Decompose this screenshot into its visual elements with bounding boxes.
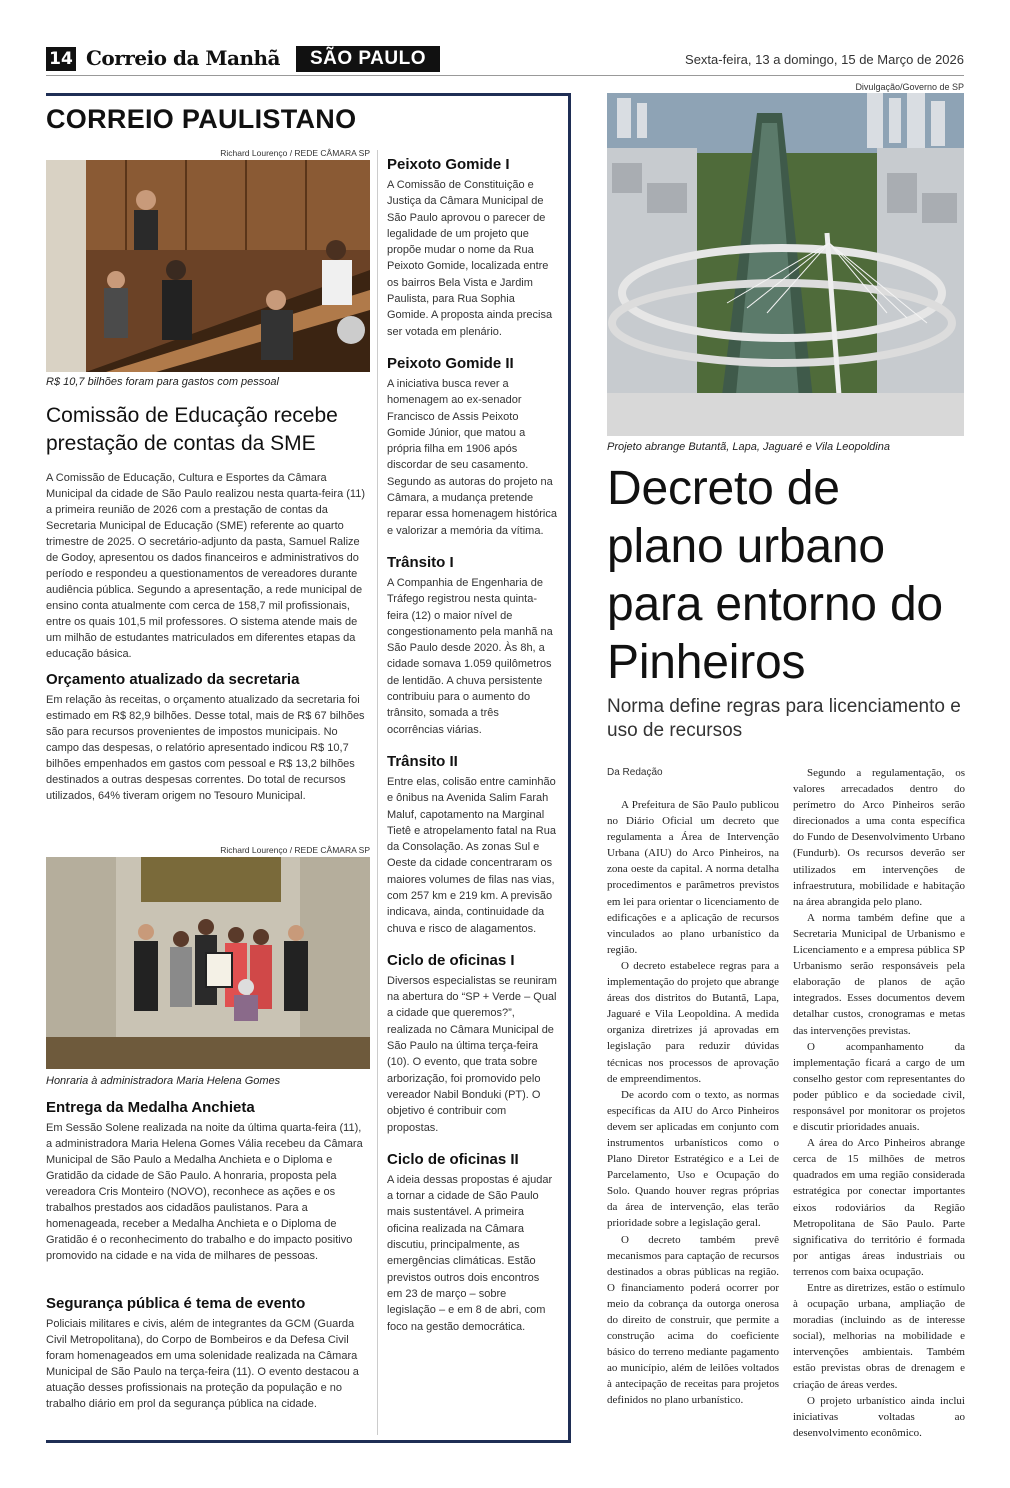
story-column-1: [607, 797, 779, 1409]
story-paragraph: A Prefeitura de São Paulo publicou no Diário Oficial um decreto que regulamenta a Área de Intervenção Urbana (AIU) do Arco Pinheiros, na zona oeste da capital. A norma detalha procedimentos e parâmetros previstos em lei para orientar o licenciamento de edificações e a aplicação de recursos vinculados ao plano urbanístico da região.: [607, 799, 779, 956]
story-paragraph: O projeto urbanístico ainda inclui iniciativas voltadas ao desenvolvimento econômico.: [793, 1394, 965, 1439]
brief-item: [387, 1150, 557, 1335]
column-separator: [377, 150, 378, 1435]
story-paragraph: Entre as diretrizes, estão o estímulo à ocupação urbana, ampliação de moradias (incluindo as de interesse social), melhorias na mobilidade e intervenções ambientais. Também estão previstas obras de drenagem e criação de áreas verdes.: [793, 1282, 965, 1391]
photo-credit: Richard Lourenço / REDE CÂMARA SP: [220, 845, 370, 855]
brief-title: Peixoto Gomide I: [387, 156, 510, 173]
article-subhead: Orçamento atualizado da secretaria: [46, 671, 300, 688]
brief-body: Diversos especialistas se reuniram na abertura do “SP + Verde – Qual a cidade que queremos?”, realizada no Câmara Municipal de São Paulo na última terça-feira (10). O evento, que trata sobre arborização, foi promovido pelo vereador Nabil Bonduki (PT). O objetivo é contribuir com propostas.: [387, 974, 557, 1134]
brief-body: A ideia dessas propostas é ajudar a tornar a cidade de São Paulo mais sustentável. A primeira oficina realizada na Câmara discutiu, principalmente, as emergências climáticas. Estão previstos outros dois encontros em 23 de março – sobre legislação – e em 8 de abri, com foco na gestão democrática.: [387, 1173, 553, 1333]
brief-item: [387, 752, 557, 937]
edition-date: Sexta-feira, 13 a domingo, 15 de Março de 2026: [685, 52, 964, 67]
article-body: Em Sessão Solene realizada na noite da última quarta-feira (11), a administradora Maria Helena Gomes Vália recebeu da Câmara Municipal de São Paulo a Medalha Anchieta e o Diploma e Gratidão da cidade de São Paulo. A honraria, proposta pela vereadora Cris Monteiro (NOVO), reconhece as ações e os trabalhos prestados aos cidadãos paulistanos. Para a homenageada, receber a Medalha Anchieta e o Diploma de Gratidão é o reconhecimento do trabalho e do impacto positivo promovido na cidade e na vida de milhares de pessoas.: [46, 1122, 363, 1262]
block-right-rule: [568, 93, 571, 1443]
article-security: [46, 1294, 370, 1412]
block-bottom-rule: [46, 1440, 571, 1443]
photo-caption: R$ 10,7 bilhões foram para gastos com pessoal: [46, 376, 279, 388]
story-paragraph: O decreto estabelece regras para a implementação do projeto que abrange áreas dos distritos do Butantã, Lapa, Jaguaré e Vila Leopoldina. A medida organiza diretrizes já aprovadas em legislação para reduzir dúvidas técnicas nos processos de aprovação de empreendimentos.: [607, 959, 779, 1085]
main-subheadline: Norma define regras para licenciamento e uso de recursos: [607, 696, 961, 741]
brief-body: A Companhia de Engenharia de Tráfego registrou nesta quinta-feira (12) o maior nível de congestionamento pela manhã na São Paulo desde 2020. Às 8h, a cidade somava 1.059 quilômetros de lentidão. A chuva persistente contribuiu para o aumento do trânsito, somada a três ocorrências viárias.: [387, 576, 553, 736]
section-label: SÃO PAULO: [296, 46, 440, 72]
masthead: Correio da Manhã: [86, 46, 281, 70]
ceremony-photo: [46, 857, 370, 1069]
story-paragraph: A norma também define que a Secretaria Municipal de Urbanismo e Licenciamento e a empresa pública SP Urbanismo serão responsáveis pela elaboração de planos de ação integrados. Esses documentos devem detalhar custos, cronogramas e metas das intervenções previstas.: [793, 911, 965, 1037]
brief-item: [387, 354, 557, 539]
story-paragraph: A área do Arco Pinheiros abrange cerca de 15 milhões de metros quadrados em uma região considerada estratégica por conectar importantes eixos rodoviários da Região Metropolitana de São Paulo. Parte significativa do território é formada por antigas áreas industriais ou terrenos com baixa ocupação.: [793, 1137, 965, 1278]
photo-caption: Projeto abrange Butantã, Lapa, Jaguaré e Vila Leopoldina: [607, 441, 890, 453]
byline: Da Redação: [607, 767, 663, 778]
story-paragraph: De acordo com o texto, as normas específicas da AIU do Arco Pinheiros devem ser aplicadas em conjunto com instrumentos urbanísticos como o Plano Diretor Estratégico e a Lei de Parcelamento, Uso e Ocupação do Solo. Quando houver regras próprias da área de intervenção, elas terão prioridade sobre a legislação geral.: [607, 1088, 779, 1230]
briefs-column: [387, 155, 557, 1349]
brief-item: [387, 553, 557, 738]
article-medal: [46, 1098, 370, 1264]
article-headline: Entrega da Medalha Anchieta: [46, 1099, 255, 1116]
brief-title: Trânsito II: [387, 752, 458, 770]
article-body: A Comissão de Educação, Cultura e Esportes da Câmara Municipal da cidade de São Paulo realizou nesta quarta-feira (11) a primeira reunião de 2026 com a prestação de contas da Secretaria Municipal de Educação (SME) referente ao quarto trimestre de 2025. O secretário-adjunto da pasta, Samuel Ralize de Godoy, apresentou os dados financeiros e administrativos do período e respondeu a questionamentos de vereadores durante audiência pública. Segundo a apresentação, a rede municipal de ensino conta atualmente com cerca de 158,7 mil profissionais, entre os quais 101,5 mil professores. O sistema atende mais de um milhão de estudantes matriculados em diferentes etapas da educação básica.: [46, 472, 365, 660]
block-title: CORREIO PAULISTANO: [46, 104, 357, 134]
photo-caption: Honraria à administradora Maria Helena Gomes: [46, 1075, 281, 1087]
article-body: Policiais militares e civis, além de integrantes da GCM (Guarda Civil Metropolitana), do Corpo de Bombeiros e da Defesa Civil foram homenageados em uma solenidade realizada na Câmara Municipal de São Paulo na terça-feira (11). O evento destacou a atuação desses profissionais na proteção da população e no trabalho diário em prol da segurança pública na cidade.: [46, 1318, 359, 1410]
header-rule: [46, 75, 964, 76]
main-headline: Decreto de plano urbano para entorno do Pinheiros: [607, 462, 943, 689]
story-paragraph: O acompanhamento da implementação ficará a cargo de um conselho gestor com representantes do poder público e da sociedade civil, responsável por monitorar os projetos e discutir prioridades anuais.: [793, 1040, 965, 1134]
article-headline: Segurança pública é tema de evento: [46, 1295, 306, 1312]
brief-item: [387, 155, 557, 340]
brief-title: Ciclo de oficinas II: [387, 1150, 519, 1168]
brief-title: Peixoto Gomide II: [387, 354, 514, 372]
article-headline: Comissão de Educação recebe prestação de contas da SME: [46, 404, 338, 455]
brief-title: Trânsito I: [387, 553, 454, 571]
bridge-aerial-photo: [607, 93, 964, 436]
brief-item: [387, 951, 557, 1136]
photo-credit: Divulgação/Governo de SP: [855, 82, 964, 92]
brief-title: Ciclo de oficinas I: [387, 951, 515, 969]
article-body: Em relação às receitas, o orçamento atualizado da secretaria foi estimado em R$ 82,9 bilhões. Desse total, mais de R$ 67 bilhões são para recursos provenientes de impostos municipais. No campo das despesas, o relatório apresentado indicou R$ 10,7 bilhões empenhados em gastos com pessoal e R$ 13,2 bilhões destinados a outras despesas correntes. Do total de recursos utilizados, 64% tiveram origem no Tesouro Municipal.: [46, 694, 365, 802]
brief-body: A iniciativa busca rever a homenagem ao ex-senador Francisco de Assis Peixoto Gomide Júnior, que matou a própria filha em 1906 após discordar de seu casamento. Segundo as autoras do projeto na Câmara, a mudança pretende reparar essa homenagem histórica e valorizar a memória da vítima.: [387, 377, 557, 537]
story-column-2: [793, 765, 965, 1441]
photo-credit: Richard Lourenço / REDE CÂMARA SP: [220, 148, 370, 158]
story-paragraph: Segundo a regulamentação, os valores arrecadados dentro do perímetro do Arco Pinheiros serão direcionados a uma conta específica do Fundo de Desenvolvimento Urbano (Fundurb). Os recursos deverão ser utilizados em intervenções de infraestrutura, mobilidade e habitação na área abrangida pelo plano.: [793, 767, 965, 908]
committee-photo: [46, 160, 370, 372]
story-paragraph: O decreto também prevê mecanismos para captação de recursos destinados a obras públicas na região. O financiamento poderá ocorrer por meio da cobrança da outorga onerosa do direito de construir, que permite a construção acima do coeficiente básico do terreno mediante pagamento ao município, além de leilões voltados à antecipação de receitas para projetos definidos no plano urbanístico.: [607, 1233, 779, 1407]
article-education: [46, 402, 370, 804]
block-top-rule: [46, 93, 571, 96]
brief-body: A Comissão de Constituição e Justiça da Câmara Municipal de São Paulo aprovou o parecer de legalidade de um projeto que propõe mudar o nome da Rua Peixoto Gomide, localizada entre os bairros Bela Vista e Jardim Paulista, para Rua Sophia Gomide. A proposta ainda precisa ser votada em plenário.: [387, 179, 553, 338]
page-number: 14: [46, 47, 76, 71]
page-header: [0, 0, 1010, 76]
brief-body: Entre elas, colisão entre caminhão e ônibus na Avenida Salim Farah Maluf, capotamento na Marginal Tietê e atropelamento fatal na Rua da Consolação. As zonas Sul e Oeste da cidade concentraram os maiores volumes de filas nas vias, com 257 km e 219 km. A previsão indicava, ainda, continuidade da chuva e risco de alagamentos.: [387, 775, 556, 935]
